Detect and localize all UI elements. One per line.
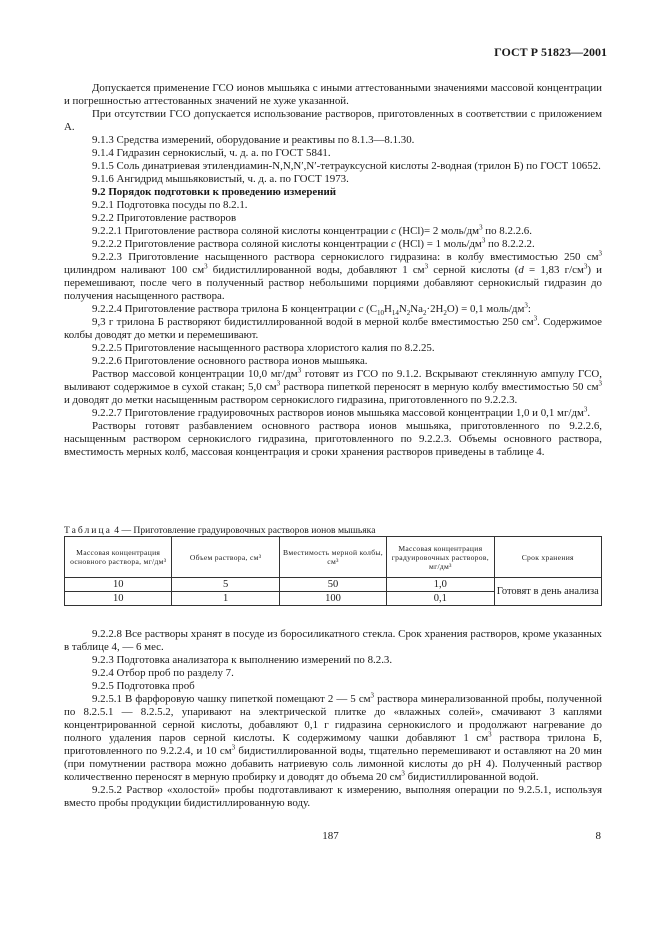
paragraph: 9.1.5 Соль динатриевая этилендиамин-N,N,N′,N′-тетрауксусной кислоты 2-водная (трилон Б) по ГОСТ 10652.: [92, 160, 601, 172]
col-header: Вместимость мерной колбы, см³: [279, 537, 386, 578]
paragraph-9-2-2-7: 9.2.2.7 Приготовление градуировочных растворов ионов мышьяка массовой концентрации 1,0 и 0,1 $мг/дм^3$.: [92, 405, 591, 419]
paragraph-9-2-2-4: 9.2.2.4 Приготовление раствора трилона Б концентрации c $(C_{10}H_{14}N_2Na_2\cdot 2H_2O) = 0,1$ моль/$дм^3$:: [92, 301, 531, 318]
paragraph: Допускается применение ГСО ионов мышьяка с иными аттестованными значениями массовой концентрации и погрешностью аттестованных значений не хуже указанной.: [64, 82, 602, 107]
section-heading: 9.2 Порядок подготовки к проведению измерений: [92, 186, 337, 198]
table-cell: 5: [172, 578, 279, 592]
col-header: Массовая концентрация основного раствора, мг/дм³: [65, 537, 172, 578]
table-cell: 10: [65, 592, 172, 606]
calibration-table: [64, 536, 602, 606]
paragraph: Растворы готовят разбавлением основного раствора ионов мышьяка, приготовленного по 9.2.2.6, насыщенным раствором сернокислого гидразина, приготовленного по 9.2.2.3. Объемы основного раствора, вместимость мерных колб, массовая концентрация и сроки хранения растворов приведены в таблице 4.: [64, 420, 602, 458]
paragraph: 9.1.4 Гидразин сернокислый, ч. д. а. по ГОСТ 5841.: [92, 147, 331, 159]
table-cell: 1,0: [387, 578, 494, 592]
storage-cell: Готовят в день анализа: [494, 578, 601, 606]
paragraph: 9.2.5.2 Раствор «холостой» пробы подготавливают к измерению, выполняя операции по 9.2.5.1, используя вместо пробы продукции бидистиллированную воду.: [64, 784, 602, 809]
paragraph: 9.2.4 Отбор проб по разделу 7.: [92, 667, 234, 679]
paragraph: 9.1.6 Ангидрид мышьяковистый, ч. д. а. по ГОСТ 1973.: [92, 173, 349, 185]
paragraph: 9.2.5 Подготовка проб: [92, 680, 195, 692]
standard-header: ГОСТ Р 51823—2001: [494, 45, 607, 59]
paragraph: 9,3 г трилона Б растворяют бидистиллированной водой в мерной колбе вместимостью 250 $см^3$. Содержимое колбы доводят до метки и перемешивают.: [64, 314, 602, 341]
paragraph: 9.1.3 Средства измерений, оборудование и реактивы по 8.1.3—8.1.30.: [92, 134, 415, 146]
paragraph-9-2-2-2: 9.2.2.2 Приготовление раствора соляной кислоты концентрации c (HCl) = 1 моль/$дм^3$ по 8.2.2.2.: [92, 236, 535, 250]
paragraph: 9.2.2.5 Приготовление насыщенного раствора хлористого калия по 8.2.25.: [92, 342, 435, 354]
paragraph: 9.2.2.6 Приготовление основного раствора ионов мышьяка.: [92, 355, 368, 367]
table-header-row: [65, 537, 602, 578]
paragraph-9-2-2-3: 9.2.2.3 Приготовление насыщенного раствора сернокислого гидразина: в колбу вместимостью 250 $см^3$ цилиндром наливают 100 $см^3$ бидистиллированной воды, добавляют 1 $см^3$ серной кислоты (d = 1,83 $г/см^3$) и перемешивают, после чего в полученный раствор небольшими порциями добавляют сернокислый гидразин до получения насыщенного раствора.: [64, 249, 602, 302]
page-number: 8: [595, 830, 601, 842]
paragraph: 9.2.3 Подготовка анализатора к выполнению измерений по 8.2.3.: [92, 654, 393, 666]
table-cell: 10: [65, 578, 172, 592]
paragraph: 9.2.1 Подготовка посуды по 8.2.1.: [92, 199, 248, 211]
paragraph-9-2-2-1: 9.2.2.1 Приготовление раствора соляной кислоты концентрации c (HCl)= 2 моль/$дм^3$ по 8.2.2.6.: [92, 223, 532, 237]
table-cell: 1: [172, 592, 279, 606]
table-cell: 100: [279, 592, 386, 606]
paragraph: 9.2.2 Приготовление растворов: [92, 212, 237, 224]
paragraph: Раствор массовой концентрации 10,0 $мг/дм^3$ готовят из ГСО по 9.1.2. Вскрывают стеклянную ампулу ГСО, выливают содержимое в сухой стакан; 5,0 $см^3$ раствора пипеткой переносят в мерную колбу вместимостью 50 $см^3$ и доводят до метки насыщенным раствором сернокислого гидразина, приготовленного по 9.2.2.3.: [64, 366, 602, 406]
paragraph: При отсутствии ГСО допускается использование растворов, приготовленных в соответствии с приложением А.: [64, 108, 602, 133]
table-cell: 0,1: [387, 592, 494, 606]
col-header: Массовая концентрация градуировочных растворов, мг/дм³: [387, 537, 494, 578]
text-block-top: [64, 82, 602, 459]
col-header: Срок хранения: [494, 537, 601, 578]
paragraph: 9.2.2.8 Все растворы хранят в посуде из боросиликатного стекла. Срок хранения растворов, кроме указанных в таблице 4, — 6 мес.: [64, 628, 602, 653]
table-caption: Таблица 4 — Приготовление градуировочных растворов ионов мышьяка: [64, 525, 376, 536]
col-header: Объем раствора, см³: [172, 537, 279, 578]
collection-page-number: 187: [322, 830, 339, 842]
table-row: [65, 578, 602, 592]
text-block-bottom: [64, 628, 602, 810]
table-cell: 50: [279, 578, 386, 592]
paragraph-9-2-5-1: 9.2.5.1 В фарфоровую чашку пипеткой помещают 2 — 5 $см^3$ раствора минерализованной пробы, полученной по 8.2.5.1 — 8.2.5.2, упаривают на электрической плитке до «влажных солей», смачивают 3 каплями концентрированной серной кислоты, добавляют 0,1 г гидразина сернокислого и продолжают нагревание до полного удаления паров серной кислоты. К содержимому чашки добавляют 1 $см^3$ раствора трилона Б, приготовленного по 9.2.2.4, и 10 $см^3$ бидистиллированной воды, тщательно перемешивают и оставляют на 20 мин (при помутнении раствора можно добавить натриевую соль лимонной кислоты до pH 4). Полученный раствор количественно переносят в мерную пробирку и доводят до объема 20 $см^3$ бидистиллированной водой.: [64, 691, 602, 783]
